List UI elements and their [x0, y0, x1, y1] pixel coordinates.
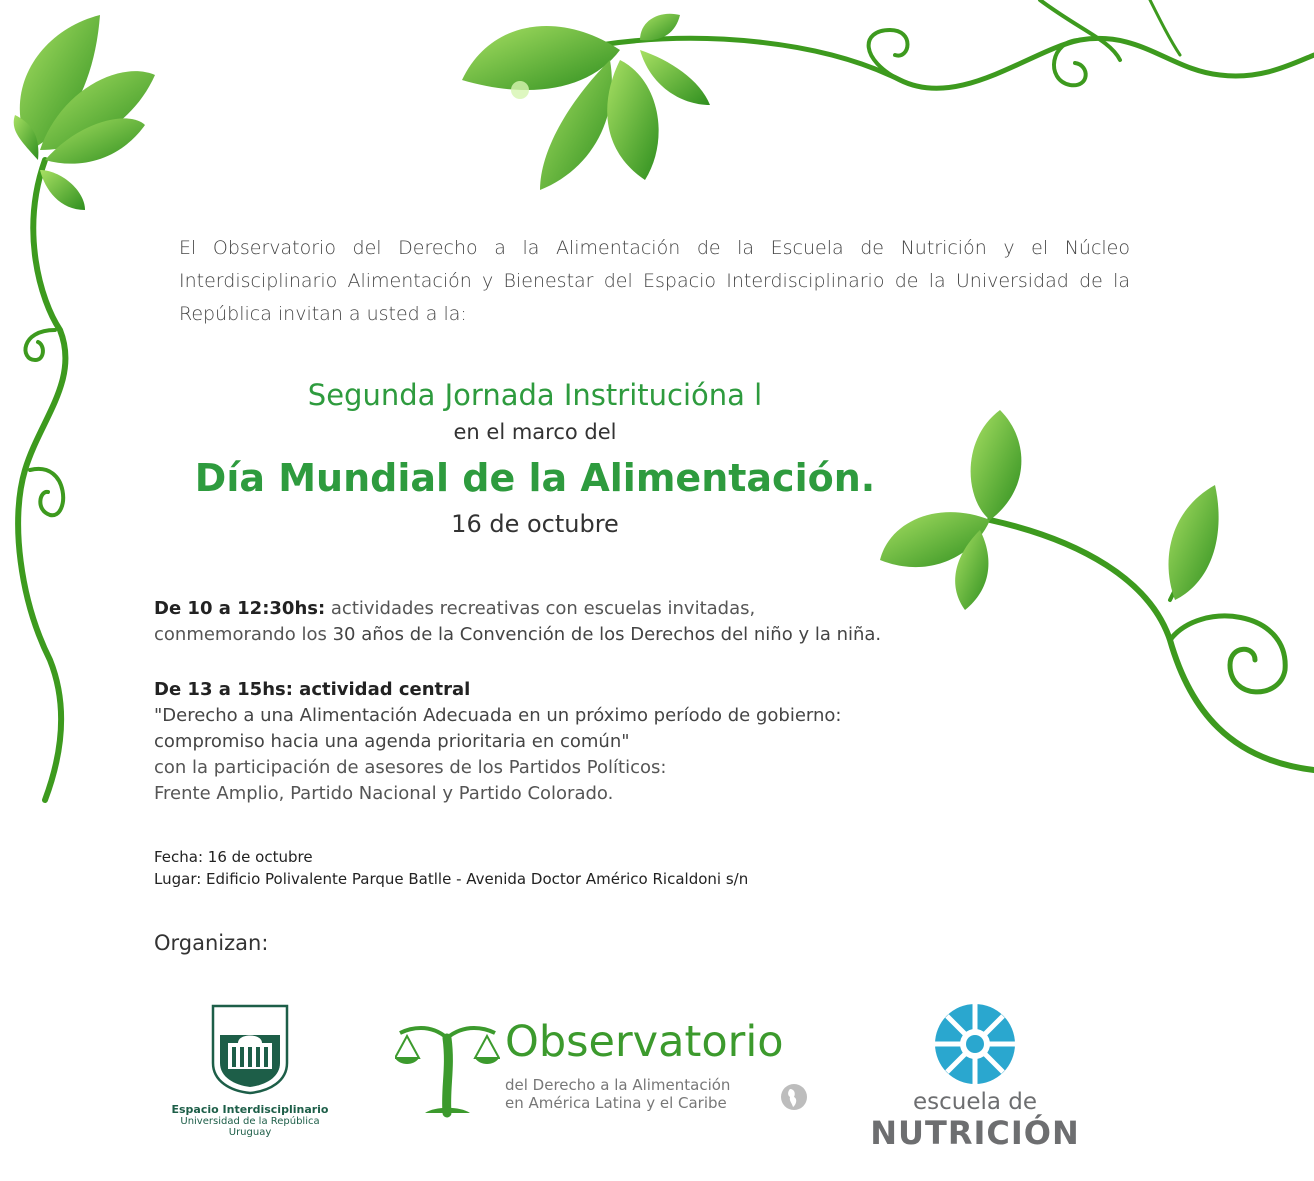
schedule-1-time: De 10 a 12:30hs:: [154, 598, 326, 619]
info-lugar: Lugar: Edificio Polivalente Parque Batlle - Avenida Doctor Américo Ricaldoni s/n: [154, 870, 749, 888]
info-fecha: Fecha: 16 de octubre: [154, 848, 313, 866]
ei-line-2: Universidad de la República: [180, 1116, 320, 1127]
nut-line-2: NUTRICIÓN: [870, 1114, 1080, 1152]
right-vine: [990, 440, 1314, 770]
top-vine: [600, 0, 1314, 88]
event-info: [154, 846, 748, 890]
nut-line-1: escuela de: [912, 1089, 1038, 1115]
right-leaves: [880, 410, 1219, 610]
globe-americas-icon: [780, 1083, 808, 1111]
obs-line-2: en América Latina y el Caribe: [505, 1094, 727, 1112]
schedule-2-quote-1: "Derecho a una Alimentación Adecuada en un próximo período de gobierno:: [154, 705, 842, 726]
intro-paragraph: El Observatorio del Derecho a la Alimentación de la Escuela de Nutrición y el Núcleo Interdisciplinario Alimentación y Bienestar del Espacio Interdisciplinario de la Universidad de la República invitan a usted a la:: [179, 237, 1130, 325]
schedule-1-line-1: [154, 596, 881, 622]
obs-sub: [505, 1076, 730, 1112]
organizan-label: Organizan:: [154, 931, 269, 955]
schedule-2-quote-2: compromiso hacia una agenda prioritaria en común": [154, 731, 630, 752]
event-date: 16 de octubre: [451, 510, 619, 538]
justice-tree-icon: [395, 1018, 500, 1118]
schedule-1-desc: actividades recreativas con escuelas invitadas,: [330, 598, 756, 619]
ei-line-3: Uruguay: [228, 1127, 272, 1138]
schedule-block-1: [154, 596, 881, 648]
logo-escuela-nutricion: [870, 1003, 1080, 1151]
schedule-1-desc-2b: 30 años de la Convención de los Derechos del niño y la niña.: [332, 624, 882, 645]
event-subtitle: Segunda Jornada Instritucióna l: [307, 378, 763, 412]
schedule-2-heading: De 13 a 15hs: actividad central: [154, 679, 471, 700]
schedule-1-line-2: [154, 622, 881, 648]
left-vine: [18, 160, 65, 800]
logo-espacio-interdisciplinario: [150, 1003, 350, 1138]
event-title: Día Mundial de la Alimentación.: [194, 456, 876, 500]
nutrition-flower-icon: [934, 1003, 1016, 1085]
event-marco: en el marco del: [453, 420, 617, 444]
schedule-2-line-3: con la participación de asesores de los Partidos Políticos:: [154, 757, 667, 778]
ei-line-1: Espacio Interdisciplinario: [171, 1103, 329, 1116]
schedule-1-desc-2a: conmemorando los: [154, 624, 333, 645]
left-leaves: [14, 15, 155, 210]
udelar-shield-icon: [210, 1003, 290, 1095]
schedule-2-line-4: Frente Amplio, Partido Nacional y Partido Colorado.: [154, 783, 614, 804]
obs-name: Observatorio: [505, 1017, 784, 1067]
schedule-block-2: [154, 677, 841, 807]
obs-line-1: del Derecho a la Alimentación: [505, 1076, 731, 1094]
